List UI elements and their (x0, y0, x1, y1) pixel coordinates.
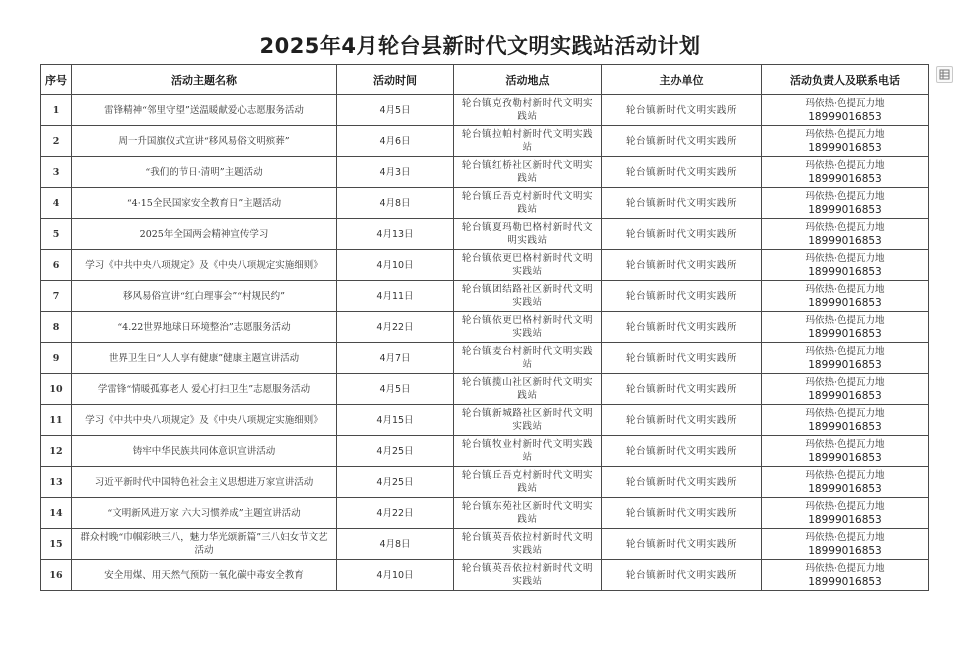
activity-plan-table (40, 64, 929, 591)
row-contact (762, 126, 929, 157)
row-contact (762, 312, 929, 343)
row-date: 4月8日 (337, 188, 454, 219)
row-place: 轮台镇牧业村新时代文明实践站 (454, 436, 602, 467)
row-org: 轮台镇新时代文明实践所 (602, 219, 762, 250)
row-org: 轮台镇新时代文明实践所 (602, 188, 762, 219)
row-no: 10 (41, 374, 72, 405)
row-contact (762, 188, 929, 219)
contact-phone: 18999016853 (808, 451, 882, 464)
row-theme: 雷锋精神“邻里守望”送温暖献爱心志愿服务活动 (72, 95, 337, 126)
row-org: 轮台镇新时代文明实践所 (602, 498, 762, 529)
table-row (41, 312, 929, 343)
document-title: 2025年4月轮台县新时代文明实践站活动计划 (259, 34, 701, 58)
table-row (41, 188, 929, 219)
table-menu-icon[interactable] (936, 66, 953, 83)
contact-phone: 18999016853 (808, 575, 882, 588)
table-row (41, 250, 929, 281)
row-date: 4月10日 (337, 560, 454, 591)
row-theme: “我们的节日·清明”主题活动 (72, 157, 337, 188)
row-theme: 周一升国旗仪式宣讲“移风易俗文明殡葬” (72, 126, 337, 157)
row-date: 4月25日 (337, 467, 454, 498)
contact-phone: 18999016853 (808, 420, 882, 433)
header-org: 主办单位 (602, 65, 762, 95)
row-place: 轮台镇红桥社区新时代文明实践站 (454, 157, 602, 188)
contact-phone: 18999016853 (808, 544, 882, 557)
contact-name: 玛依热·色提瓦力地 (805, 407, 885, 419)
contact-phone: 18999016853 (808, 172, 882, 185)
row-theme: 学雷锋“情暖孤寡老人 爱心打扫卫生”志愿服务活动 (72, 374, 337, 405)
row-no: 5 (41, 219, 72, 250)
row-no: 16 (41, 560, 72, 591)
row-theme: “4·15全民国家安全教育日”主题活动 (72, 188, 337, 219)
row-date: 4月10日 (337, 250, 454, 281)
table-body (41, 95, 929, 591)
row-no: 11 (41, 405, 72, 436)
row-org: 轮台镇新时代文明实践所 (602, 529, 762, 560)
row-no: 12 (41, 436, 72, 467)
contact-phone: 18999016853 (808, 513, 882, 526)
row-date: 4月15日 (337, 405, 454, 436)
contact-name: 玛依热·色提瓦力地 (805, 252, 885, 264)
row-org: 轮台镇新时代文明实践所 (602, 312, 762, 343)
row-contact (762, 467, 929, 498)
row-contact (762, 374, 929, 405)
row-date: 4月22日 (337, 312, 454, 343)
contact-phone: 18999016853 (808, 358, 882, 371)
row-org: 轮台镇新时代文明实践所 (602, 405, 762, 436)
table-row (41, 436, 929, 467)
row-org: 轮台镇新时代文明实践所 (602, 126, 762, 157)
row-contact (762, 281, 929, 312)
header-theme: 活动主题名称 (72, 65, 337, 95)
row-contact (762, 498, 929, 529)
row-contact (762, 529, 929, 560)
contact-phone: 18999016853 (808, 110, 882, 123)
table-row (41, 157, 929, 188)
contact-name: 玛依热·色提瓦力地 (805, 376, 885, 388)
row-theme: 群众村晚“巾帼彩映三八，魅力华光颂新篇”三八妇女节文艺活动 (72, 529, 337, 560)
contact-name: 玛依热·色提瓦力地 (805, 221, 885, 233)
row-no: 8 (41, 312, 72, 343)
row-place: 轮台镇东苑社区新时代文明实践站 (454, 498, 602, 529)
table-row (41, 405, 929, 436)
table-row (41, 281, 929, 312)
row-no: 4 (41, 188, 72, 219)
row-date: 4月11日 (337, 281, 454, 312)
row-no: 6 (41, 250, 72, 281)
row-no: 15 (41, 529, 72, 560)
table-header-row (41, 65, 929, 95)
table-row (41, 374, 929, 405)
row-date: 4月6日 (337, 126, 454, 157)
row-date: 4月5日 (337, 374, 454, 405)
row-contact (762, 560, 929, 591)
contact-phone: 18999016853 (808, 482, 882, 495)
row-org: 轮台镇新时代文明实践所 (602, 281, 762, 312)
table-menu-icon-glyph (939, 69, 950, 80)
contact-phone: 18999016853 (808, 141, 882, 154)
row-place: 轮台镇夏玛勒巴格村新时代文明实践站 (454, 219, 602, 250)
row-date: 4月8日 (337, 529, 454, 560)
contact-name: 玛依热·色提瓦力地 (805, 97, 885, 109)
row-contact (762, 95, 929, 126)
row-contact (762, 405, 929, 436)
row-no: 13 (41, 467, 72, 498)
row-theme: 移风易俗宣讲“红白理事会”“村规民约” (72, 281, 337, 312)
contact-name: 玛依热·色提瓦力地 (805, 159, 885, 171)
row-contact (762, 436, 929, 467)
row-org: 轮台镇新时代文明实践所 (602, 343, 762, 374)
contact-phone: 18999016853 (808, 234, 882, 247)
contact-phone: 18999016853 (808, 203, 882, 216)
row-place: 轮台镇依更巴格村新时代文明实践站 (454, 312, 602, 343)
header-place: 活动地点 (454, 65, 602, 95)
contact-name: 玛依热·色提瓦力地 (805, 438, 885, 450)
contact-name: 玛依热·色提瓦力地 (805, 500, 885, 512)
row-date: 4月13日 (337, 219, 454, 250)
row-theme: 世界卫生日“人人享有健康”健康主题宣讲活动 (72, 343, 337, 374)
row-no: 2 (41, 126, 72, 157)
row-place: 轮台镇丘吾克村新时代文明实践站 (454, 467, 602, 498)
row-place: 轮台镇丘吾克村新时代文明实践站 (454, 188, 602, 219)
contact-phone: 18999016853 (808, 265, 882, 278)
row-place: 轮台镇新城路社区新时代文明实践站 (454, 405, 602, 436)
contact-phone: 18999016853 (808, 389, 882, 402)
row-no: 1 (41, 95, 72, 126)
row-org: 轮台镇新时代文明实践所 (602, 467, 762, 498)
row-contact (762, 157, 929, 188)
row-date: 4月25日 (337, 436, 454, 467)
row-theme: 学习《中共中央八项规定》及《中央八项规定实施细则》 (72, 405, 337, 436)
row-org: 轮台镇新时代文明实践所 (602, 374, 762, 405)
row-contact (762, 219, 929, 250)
table-row (41, 467, 929, 498)
row-date: 4月7日 (337, 343, 454, 374)
row-place: 轮台镇英吾依拉村新时代文明实践站 (454, 560, 602, 591)
row-date: 4月3日 (337, 157, 454, 188)
row-date: 4月22日 (337, 498, 454, 529)
row-org: 轮台镇新时代文明实践所 (602, 95, 762, 126)
contact-phone: 18999016853 (808, 296, 882, 309)
row-theme: “4.22世界地球日环境整治”志愿服务活动 (72, 312, 337, 343)
contact-name: 玛依热·色提瓦力地 (805, 469, 885, 481)
table-row (41, 498, 929, 529)
row-theme: “文明新风进万家 六大习惯养成”主题宣讲活动 (72, 498, 337, 529)
contact-name: 玛依热·色提瓦力地 (805, 314, 885, 326)
row-theme: 2025年全国两会精神宣传学习 (72, 219, 337, 250)
table-row (41, 343, 929, 374)
contact-name: 玛依热·色提瓦力地 (805, 190, 885, 202)
header-date: 活动时间 (337, 65, 454, 95)
row-place: 轮台镇拉帕村新时代文明实践站 (454, 126, 602, 157)
contact-name: 玛依热·色提瓦力地 (805, 128, 885, 140)
row-theme: 习近平新时代中国特色社会主义思想进万家宣讲活动 (72, 467, 337, 498)
contact-name: 玛依热·色提瓦力地 (805, 345, 885, 357)
contact-phone: 18999016853 (808, 327, 882, 340)
header-no: 序号 (41, 65, 72, 95)
row-no: 9 (41, 343, 72, 374)
row-theme: 学习《中共中央八项规定》及《中央八项规定实施细则》 (72, 250, 337, 281)
row-no: 3 (41, 157, 72, 188)
row-place: 轮台镇麦台村新时代文明实践站 (454, 343, 602, 374)
row-place: 轮台镇团结路社区新时代文明实践站 (454, 281, 602, 312)
row-org: 轮台镇新时代文明实践所 (602, 157, 762, 188)
row-place: 轮台镇依更巴格村新时代文明实践站 (454, 250, 602, 281)
contact-name: 玛依热·色提瓦力地 (805, 283, 885, 295)
row-org: 轮台镇新时代文明实践所 (602, 560, 762, 591)
row-theme: 铸牢中华民族共同体意识宣讲活动 (72, 436, 337, 467)
row-place: 轮台镇揽山社区新时代文明实践站 (454, 374, 602, 405)
table-row (41, 529, 929, 560)
row-contact (762, 250, 929, 281)
row-place: 轮台镇英吾依拉村新时代文明实践站 (454, 529, 602, 560)
table-row (41, 219, 929, 250)
row-date: 4月5日 (337, 95, 454, 126)
row-no: 7 (41, 281, 72, 312)
contact-name: 玛依热·色提瓦力地 (805, 531, 885, 543)
row-place: 轮台镇克孜勒村新时代文明实践站 (454, 95, 602, 126)
table-row (41, 126, 929, 157)
row-org: 轮台镇新时代文明实践所 (602, 436, 762, 467)
header-contact: 活动负责人及联系电话 (762, 65, 929, 95)
table-row (41, 95, 929, 126)
row-org: 轮台镇新时代文明实践所 (602, 250, 762, 281)
row-no: 14 (41, 498, 72, 529)
row-contact (762, 343, 929, 374)
contact-name: 玛依热·色提瓦力地 (805, 562, 885, 574)
table-row (41, 560, 929, 591)
row-theme: 安全用煤、用天然气预防一氧化碳中毒安全教育 (72, 560, 337, 591)
